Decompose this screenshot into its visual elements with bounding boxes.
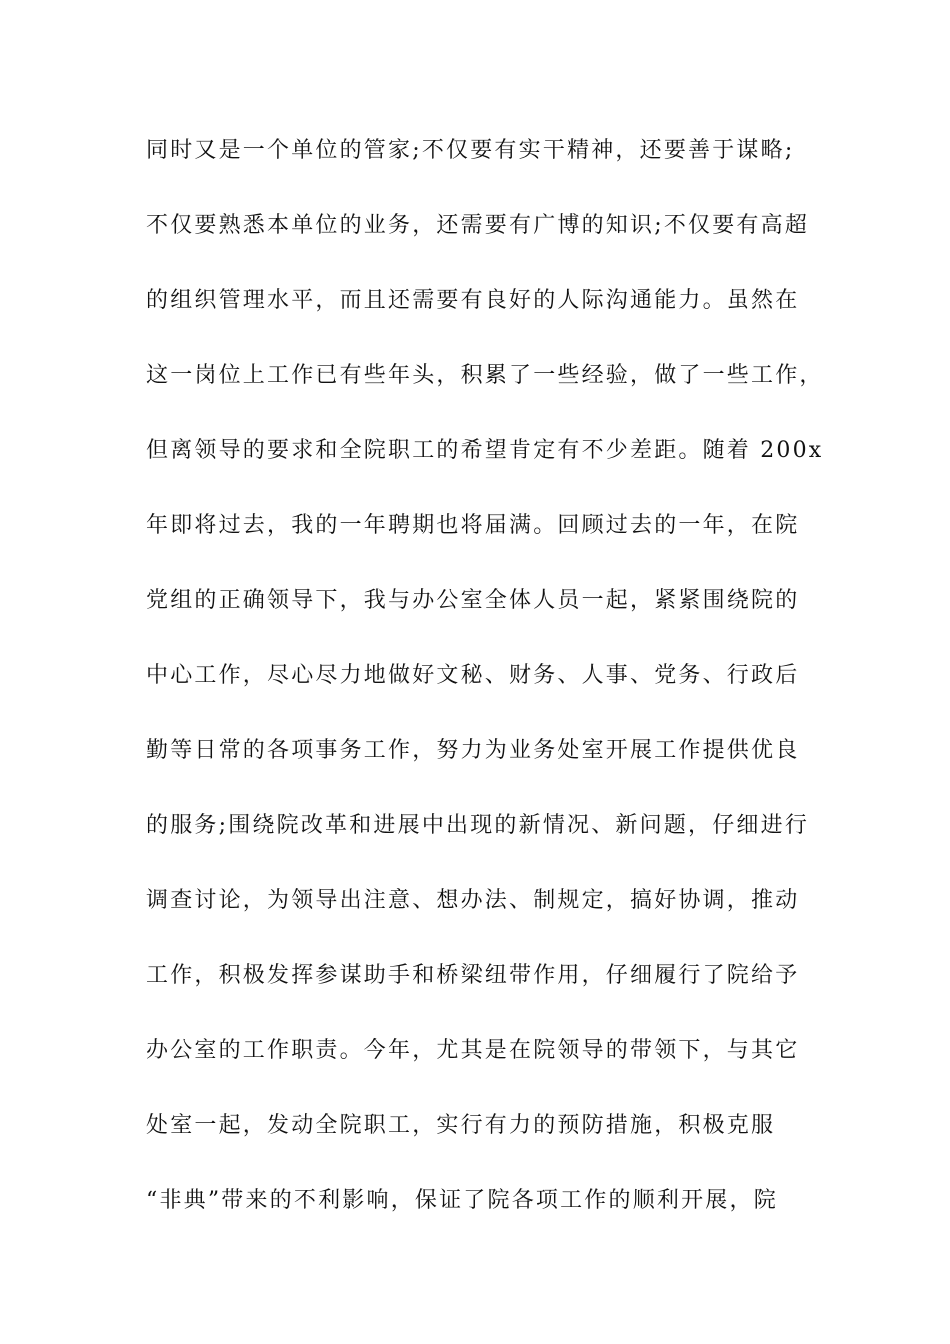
body-text	[146, 131, 836, 1256]
text-line: 这一岗位上工作已有些年头，积累了一些经验，做了一些工作，	[146, 363, 824, 388]
text-line: 办公室的工作职责。今年，尤其是在院领导的带领下，与其它	[146, 1038, 800, 1063]
text-line: 勤等日常的各项事务工作，努力为业务处室开展工作提供优良	[146, 738, 800, 763]
text-line: 中心工作，尽心尽力地做好文秘、财务、人事、党务、行政后	[146, 663, 800, 688]
text-line: “非典”带来的不利影响，保证了院各项工作的顺利开展，院	[146, 1188, 778, 1213]
text-line: 但离领导的要求和全院职工的希望肯定有不少差距。随着 200x	[146, 438, 824, 463]
text-line: 的服务;围绕院改革和进展中出现的新情况、新问题，仔细进行	[146, 813, 810, 838]
text-line: 处室一起，发动全院职工，实行有力的预防措施，积极克服	[146, 1113, 776, 1138]
text-line: 的组织管理水平，而且还需要有良好的人际沟通能力。虽然在	[146, 288, 800, 313]
text-line: 党组的正确领导下，我与办公室全体人员一起，紧紧围绕院的	[146, 588, 800, 613]
text-line: 工作，积极发挥参谋助手和桥梁纽带作用，仔细履行了院给予	[146, 963, 800, 988]
text-line: 调查讨论，为领导出注意、想办法、制规定，搞好协调，推动	[146, 888, 800, 913]
text-line: 同时又是一个单位的管家;不仅要有实干精神，还要善于谋略;	[146, 138, 795, 163]
text-line: 年即将过去，我的一年聘期也将届满。回顾过去的一年，在院	[146, 513, 800, 538]
text-line: 不仅要熟悉本单位的业务，还需要有广博的知识;不仅要有高超	[146, 213, 810, 238]
